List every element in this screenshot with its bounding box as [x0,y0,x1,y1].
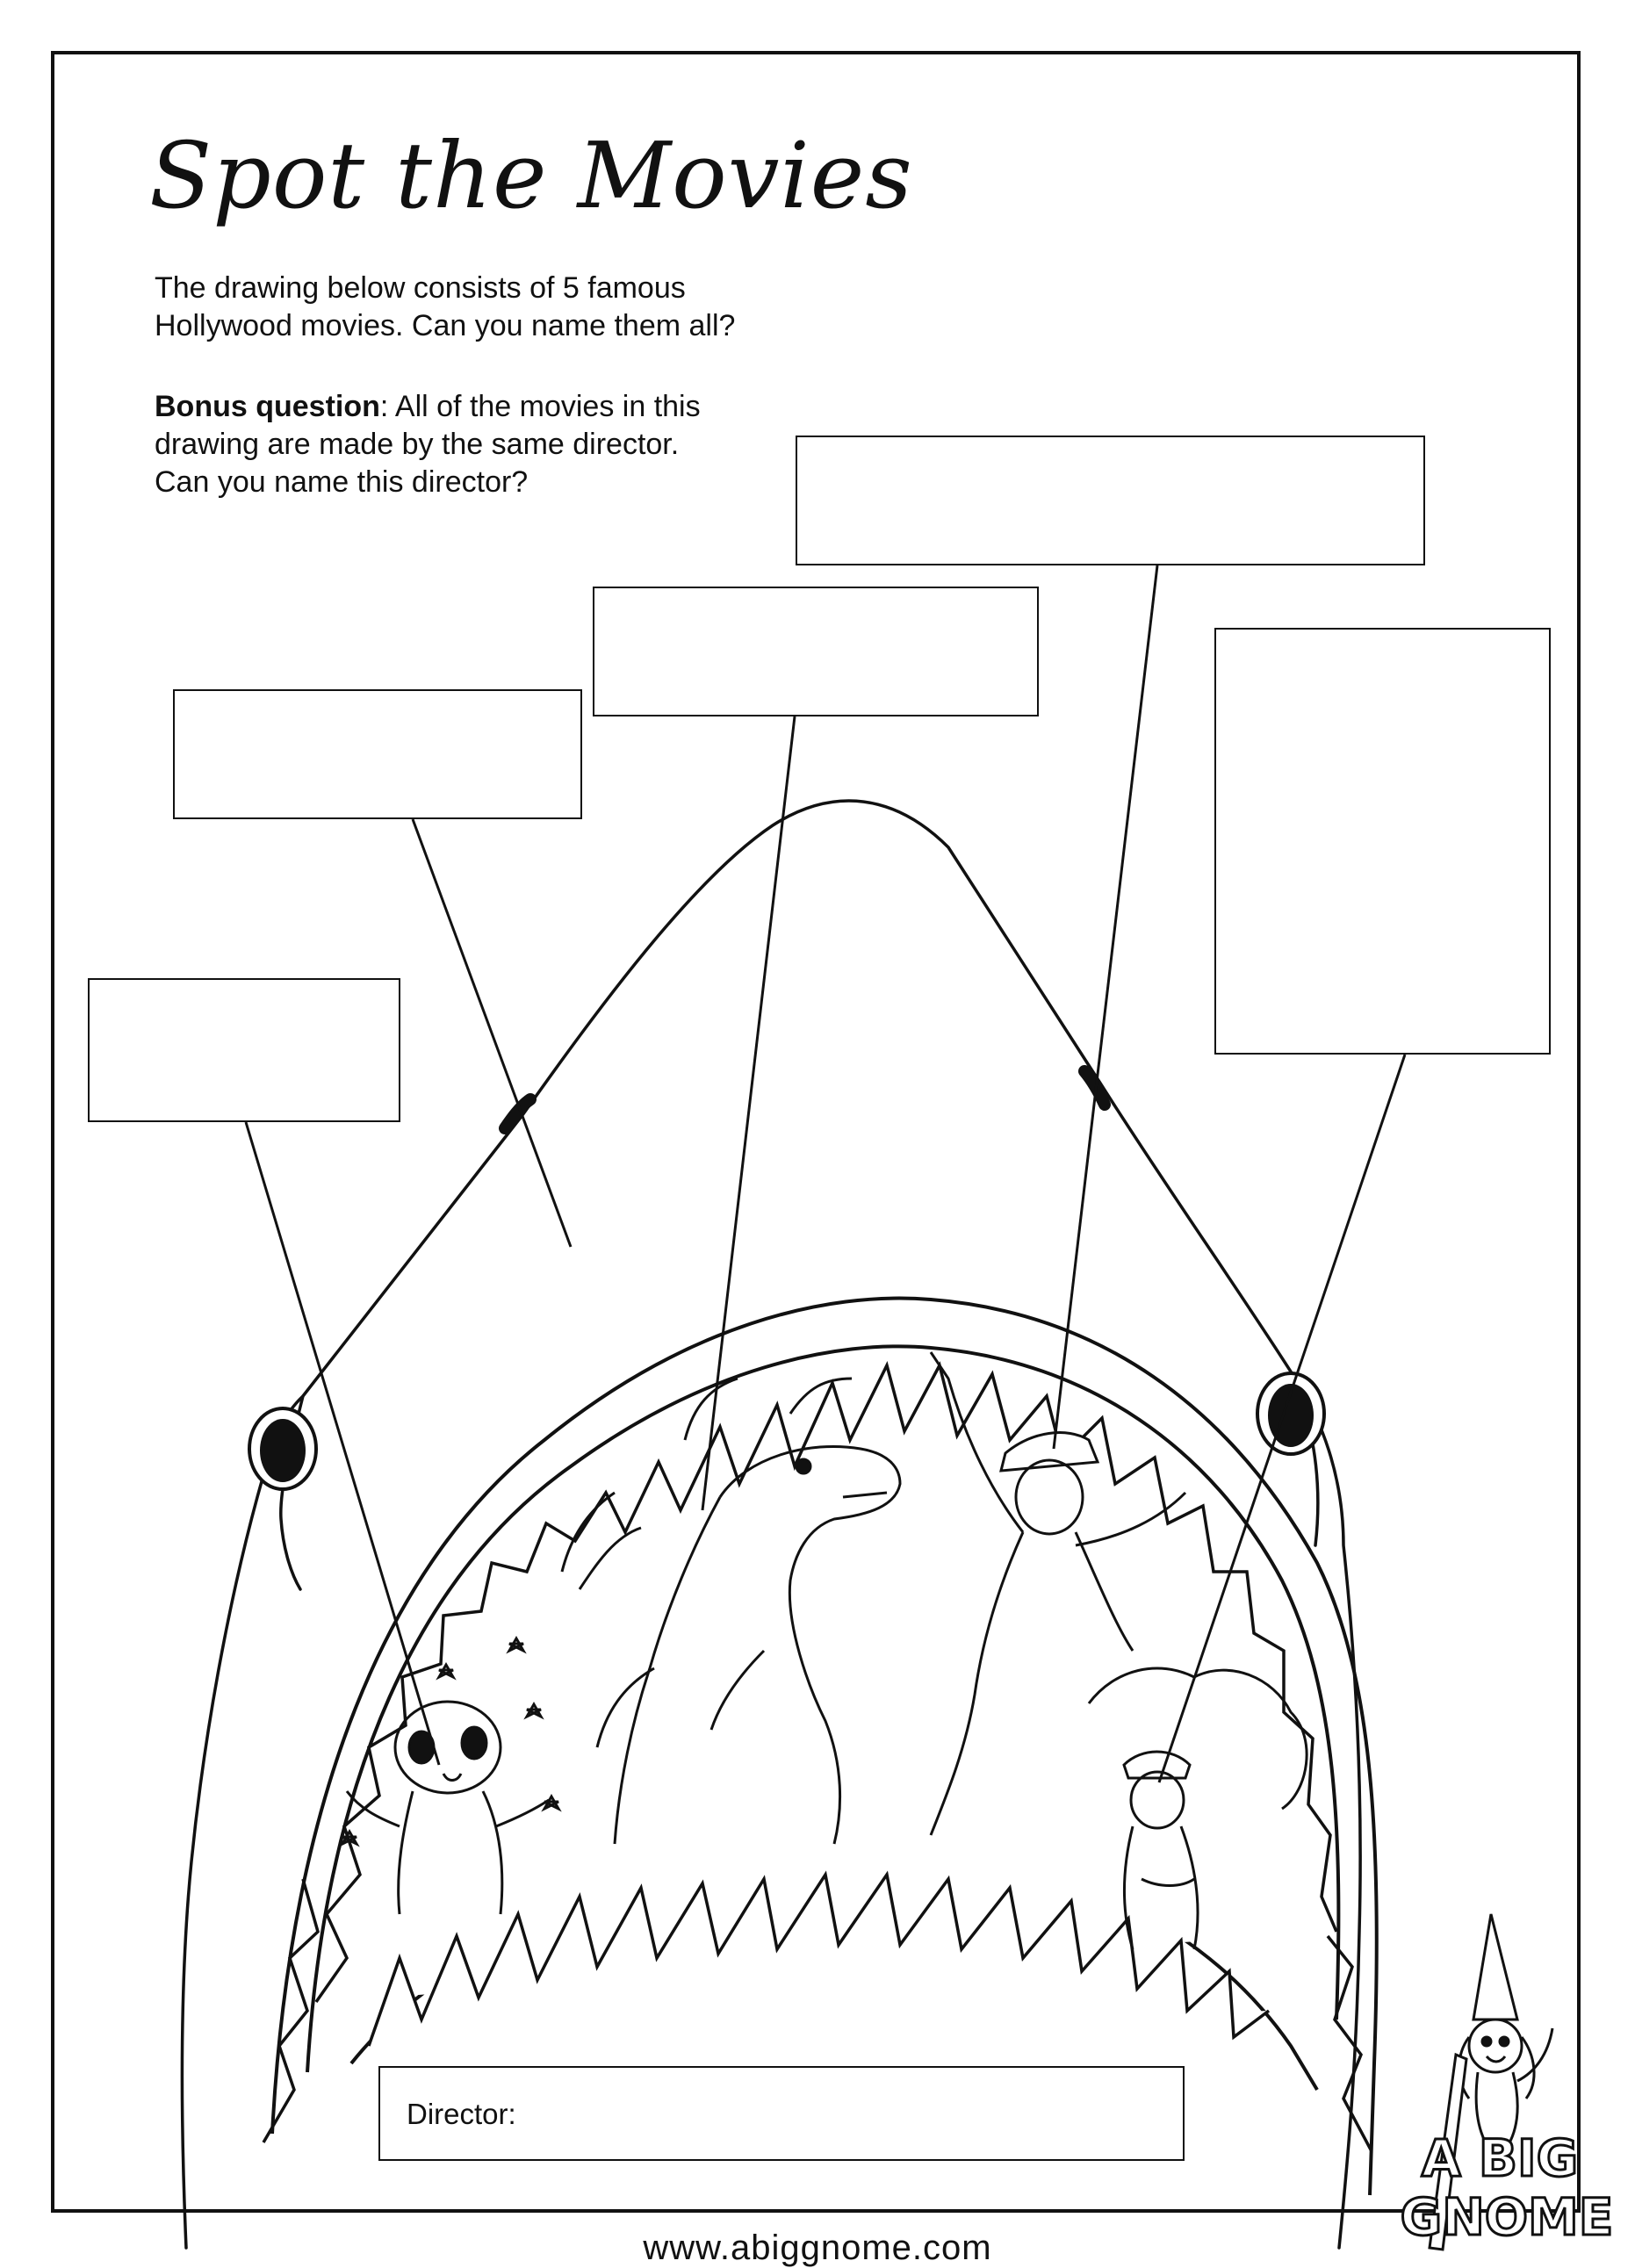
answer-box-3[interactable] [593,587,1039,716]
a-big-gnome-logo [1394,1897,1614,2257]
answer-box-2[interactable] [173,689,582,819]
director-answer-box[interactable] [378,2066,1185,2161]
director-label: Director: [407,2098,516,2130]
logo-text-line-1: A BIG [1421,2128,1579,2188]
footer-url: www.abiggnome.com [643,2228,992,2267]
bonus-line-1-rest: : All of the movies in this [379,390,701,423]
intro-line-1: The drawing below consists of 5 famous [155,271,686,305]
answer-box-1[interactable] [88,978,400,1122]
bonus-line-1 [155,388,822,426]
bonus-line-3: Can you name this director? [155,465,529,499]
logo-text-line-2: GNOME [1400,2187,1614,2247]
answer-box-5[interactable] [1214,628,1551,1055]
bonus-line-2: drawing are made by the same director. [155,428,680,461]
bonus-question [155,388,822,501]
intro-text [155,270,822,345]
intro-line-2: Hollywood movies. Can you name them all? [155,309,736,342]
answer-box-4[interactable] [796,436,1425,565]
bonus-label: Bonus question [155,390,380,423]
worksheet-title: Spot the Movies [149,122,913,229]
